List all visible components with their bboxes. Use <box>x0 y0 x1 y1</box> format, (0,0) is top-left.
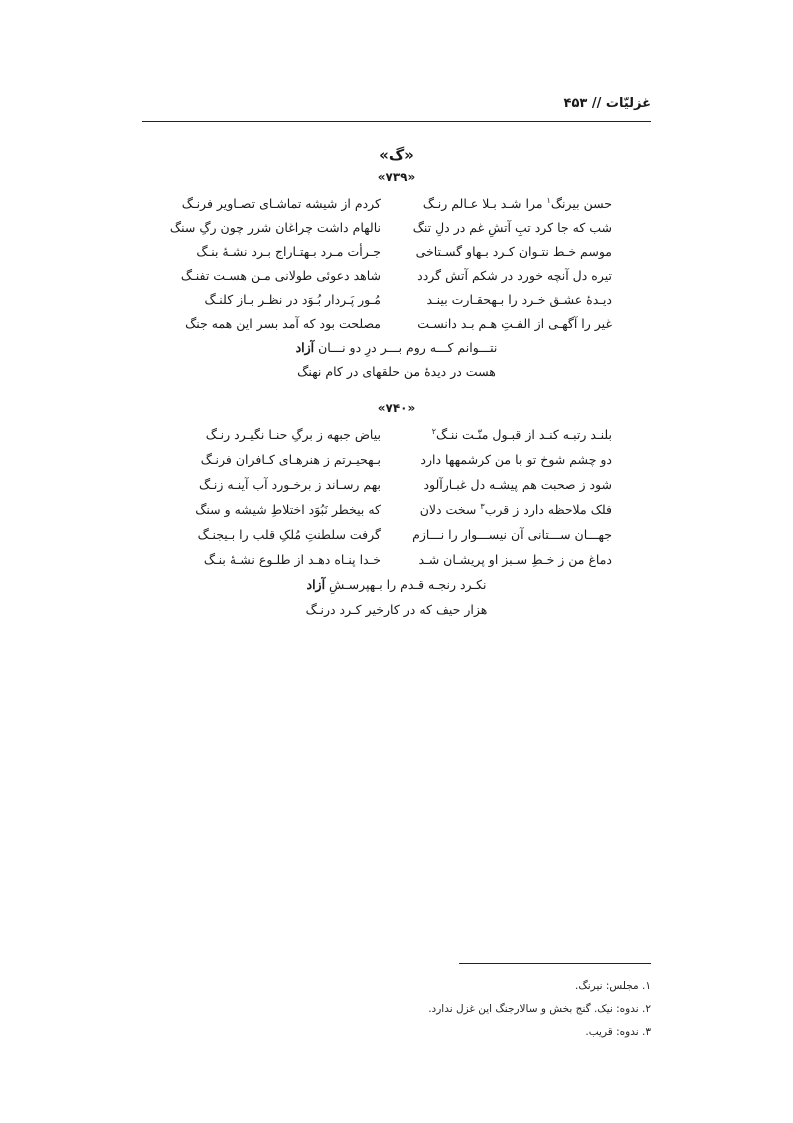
couplet <box>0 314 793 338</box>
hemistich-second: بـهحیـرتم ز هنرهـای کـافران فرنـگ <box>200 452 381 467</box>
couplet <box>0 266 793 290</box>
running-header: غزلیّات // ۴۵۳ <box>563 96 651 111</box>
footnote: ۱. مجلس: نیرنگ. <box>575 980 651 992</box>
poet-pen-name: آزاد <box>306 577 326 592</box>
poet-pen-name: آزاد <box>295 340 315 355</box>
couplet <box>0 475 793 499</box>
hemistich-second: جـرأت مـرد بـهتـاراج بـرد نشـۀ بنـگ <box>196 244 381 259</box>
closing-line: نتـــوانم کـــه روم بـــر درِ دو نـــان آزاد <box>295 340 498 355</box>
section-title: «گ» <box>379 146 414 164</box>
hemistich-first: تیره دل آنچه خورد در شکم آتش گردد <box>417 268 612 283</box>
hemistich-first: دماغ من ز خـطِ سـبز او پریشـان شـد <box>418 552 612 567</box>
hemistich-first: حسن بیرنگ$^۱$ مرا شـد بـلا عـالم رنـگ <box>422 195 612 211</box>
header-divider <box>142 121 651 122</box>
hemistich-first: غیر را آگهـی از الفـتِ هـم بـد دانسـت <box>417 316 612 331</box>
hemistich-second: گرفت سلطنتِ مُلکِ قلب را بـیجنـگ <box>197 527 381 542</box>
closing-line: نکـرد رنجـه قـدم را بـهپرسـشِ آزاد <box>306 577 487 592</box>
hemistich-second: مصلحت بود که آمد بسر این همه جنگ <box>185 316 381 331</box>
couplet <box>0 242 793 266</box>
couplet <box>0 290 793 314</box>
hemistich-second: مُـور پَـردار بُـوَد در نظـر بـاز کلنـگ <box>204 292 381 307</box>
ghazal-number: «۷۴۰» <box>377 401 416 415</box>
footnote: ۳. ندوه: قریب. <box>585 1026 651 1038</box>
couplet <box>0 218 793 242</box>
hemistich-second: کردم از شیشه تماشـای تصـاویر فرنـگ <box>181 196 381 211</box>
couplet <box>0 425 793 449</box>
hemistich-first: فلک ملاحظه دارد ز قرب$^۳$ سخت دلان <box>419 501 612 517</box>
hemistich-second: شاهد دعوئی طولانی مـن هسـت تفنـگ <box>180 268 381 283</box>
couplet <box>0 194 793 218</box>
hemistich-second: بهم رسـاند ز برخـورد آب آینـه زنـگ <box>199 477 381 492</box>
couplet <box>0 450 793 474</box>
hemistich-first: جهـــان ســـتانی آن نیســـوار را نـــازم <box>412 527 612 542</box>
couplet <box>0 550 793 574</box>
footnote-marker[interactable]: ۳ <box>480 501 485 511</box>
hemistich-first: دیـدۀ عشـق خـرد را بـهحقـارت بینـد <box>426 292 612 307</box>
couplet <box>0 525 793 549</box>
closing-line: هست در دیدۀ من حلقهای در کام نهنگ <box>297 364 496 379</box>
footnote-marker[interactable]: ۲ <box>431 426 436 436</box>
hemistich-first: شب که جا کرد تبِ آتشِ غم در دلِ تنگ <box>412 220 612 235</box>
hemistich-first: موسم خـط نتـوان کـرد بـهاو گسـتاخی <box>415 244 612 259</box>
hemistich-second: نالهام داشت چراغان شرر چون رگِ سنگ <box>169 220 381 235</box>
hemistich-second: خـدا پنـاه دهـد از طلـوع نشـۀ بنـگ <box>203 552 381 567</box>
hemistich-second: که بیخطر نَبُوَد اختلاطِ شیشه و سنگ <box>195 502 381 517</box>
closing-line: هزار حیف که در کارخیر کـرد درنـگ <box>305 602 488 617</box>
hemistich-first: دو چشم شوخ تو با من کرشمهها دارد <box>420 452 612 467</box>
hemistich-first: بلنـد رتبـه کنـد از قبـول منّـت ننـگ$^۲$ <box>431 426 612 442</box>
footnote-marker[interactable]: ۱ <box>546 195 551 205</box>
hemistich-second: بیاض جبهه ز برگِ حنـا نگیـرد رنـگ <box>205 427 381 442</box>
hemistich-first: شود ز صحبت هم پیشـه دل غبـارآلود <box>423 477 612 492</box>
couplet <box>0 500 793 524</box>
footnote-divider <box>459 963 651 964</box>
footnote: ۲. ندوه: نیک. گنج بخش و سالارجنگ این غزل ندارد. <box>428 1003 651 1015</box>
ghazal-number: «۷۳۹» <box>377 170 416 184</box>
